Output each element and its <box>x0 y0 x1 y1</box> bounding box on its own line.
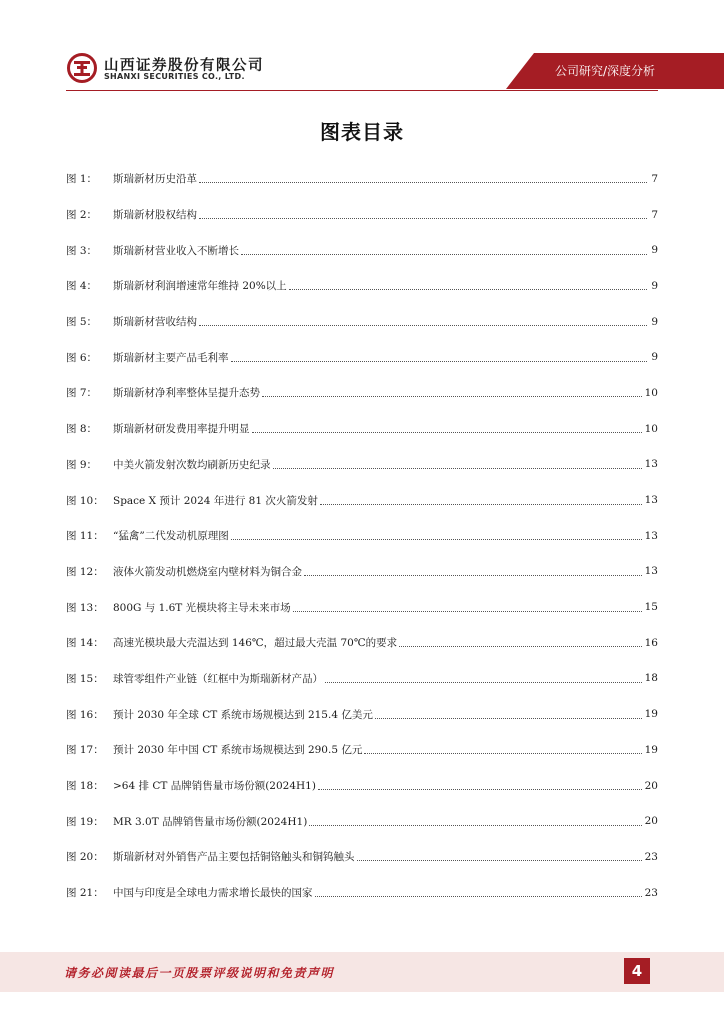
dot-leader <box>325 682 642 683</box>
figure-page-number: 13 <box>644 529 658 542</box>
figure-page-number: 20 <box>644 815 658 828</box>
dot-leader <box>357 860 642 861</box>
dot-leader <box>262 396 642 397</box>
dot-leader <box>304 575 642 576</box>
toc-entry[interactable] <box>66 482 658 518</box>
figure-page-number: 13 <box>644 565 658 578</box>
toc-entry[interactable] <box>66 589 658 625</box>
figure-number: 图 5： <box>66 316 98 329</box>
dot-leader <box>293 611 642 612</box>
figure-number: 图 10： <box>66 494 104 507</box>
figure-number: 图 2： <box>66 209 98 222</box>
figure-number: 图 8： <box>66 423 98 436</box>
dot-leader <box>199 218 647 219</box>
toc-entry[interactable] <box>66 518 658 554</box>
figure-caption: Space X 预计 2024 年进行 81 次火箭发射 <box>113 494 318 507</box>
dot-leader <box>318 789 642 790</box>
dot-leader <box>364 753 641 754</box>
dot-leader <box>273 468 642 469</box>
figure-page-number: 19 <box>644 743 658 756</box>
toc-entry[interactable] <box>66 768 658 804</box>
toc-entry[interactable] <box>66 554 658 590</box>
figure-caption: 斯瑞新材历史沿革 <box>113 173 197 186</box>
figure-caption: MR 3.0T 品牌销售量市场份额(2024H1) <box>113 815 308 828</box>
toc-entry[interactable] <box>66 411 658 447</box>
figure-page-number: 10 <box>644 386 658 399</box>
figure-page-number: 10 <box>644 422 658 435</box>
figure-caption: 中国与印度是全球电力需求增长最快的国家 <box>113 887 313 900</box>
page-number: 4 <box>624 958 650 984</box>
disclaimer-notice: 请务必阅读最后一页股票评级说明和免责声明 <box>64 966 335 980</box>
figure-caption: 斯瑞新材营业收入不断增长 <box>113 244 239 257</box>
figure-caption: 球管零组件产业链（红框中为斯瑞新材产品） <box>113 672 323 685</box>
figure-caption: 斯瑞新材营收结构 <box>113 316 197 329</box>
toc-entry[interactable] <box>66 661 658 697</box>
page-header <box>0 0 724 100</box>
dot-leader <box>241 254 647 255</box>
toc-entry[interactable] <box>66 304 658 340</box>
toc-entry[interactable] <box>66 197 658 233</box>
toc-entry[interactable] <box>66 161 658 197</box>
figure-number: 图 20： <box>66 851 104 864</box>
figure-number: 图 14： <box>66 637 104 650</box>
toc-entry[interactable] <box>66 839 658 875</box>
figure-number: 图 6： <box>66 351 98 364</box>
toc-entry[interactable] <box>66 625 658 661</box>
dot-leader <box>289 289 647 290</box>
toc-entry[interactable] <box>66 696 658 732</box>
figure-page-number: 7 <box>651 172 658 185</box>
figure-number: 图 21： <box>66 887 104 900</box>
figure-number: 图 3： <box>66 244 98 257</box>
dot-leader <box>199 325 647 326</box>
figure-caption: 800G 与 1.6T 光模块将主导未来市场 <box>113 601 291 614</box>
figure-caption: 斯瑞新材对外销售产品主要包括铜铬触头和铜钨触头 <box>113 851 355 864</box>
dot-leader <box>375 718 642 719</box>
page-title: 图表目录 <box>320 120 404 144</box>
toc-entry[interactable] <box>66 447 658 483</box>
figure-caption: 液体火箭发动机燃烧室内壁材料为铜合金 <box>113 565 302 578</box>
figure-number: 图 18： <box>66 780 104 793</box>
figure-number: 图 16： <box>66 708 104 721</box>
dot-leader <box>399 646 642 647</box>
figure-caption: “猛禽”二代发动机原理图 <box>113 530 229 543</box>
dot-leader <box>315 896 642 897</box>
figure-number: 图 4： <box>66 280 98 293</box>
figure-page-number: 16 <box>644 636 658 649</box>
figure-page-number: 23 <box>644 886 658 899</box>
figure-page-number: 9 <box>651 279 658 292</box>
toc-entry[interactable] <box>66 803 658 839</box>
dot-leader <box>309 825 641 826</box>
figure-caption: 预计 2030 年中国 CT 系统市场规模达到 290.5 亿元 <box>113 744 363 757</box>
figure-page-number: 9 <box>651 351 658 364</box>
report-type-label: 公司研究/深度分析 <box>555 64 656 78</box>
company-name-cn: 山西证券股份有限公司 <box>104 58 264 74</box>
figure-caption: 斯瑞新材主要产品毛利率 <box>113 351 229 364</box>
figure-caption: 斯瑞新材股权结构 <box>113 209 197 222</box>
figure-number: 图 13： <box>66 601 104 614</box>
figure-number: 图 1： <box>66 173 98 186</box>
figure-number: 图 17： <box>66 744 104 757</box>
figure-caption: 斯瑞新材净利率整体呈提升态势 <box>113 387 260 400</box>
figure-number: 图 19： <box>66 815 104 828</box>
toc-entry[interactable] <box>66 732 658 768</box>
toc-entry[interactable] <box>66 375 658 411</box>
company-name-en: SHANXI SECURITIES CO., LTD. <box>104 72 245 81</box>
figure-page-number: 15 <box>644 601 658 614</box>
figure-caption: 预计 2030 年全球 CT 系统市场规模达到 215.4 亿美元 <box>113 708 373 721</box>
figure-page-number: 18 <box>644 672 658 685</box>
shanxi-securities-logo-icon <box>67 53 97 83</box>
figure-caption: 中美火箭发射次数均刷新历史纪录 <box>113 458 271 471</box>
figure-page-number: 13 <box>644 458 658 471</box>
header-divider <box>66 90 658 91</box>
dot-leader <box>252 432 642 433</box>
figure-page-number: 19 <box>644 708 658 721</box>
figure-caption: 斯瑞新材研发费用率提升明显 <box>113 423 250 436</box>
toc-entry[interactable] <box>66 339 658 375</box>
dot-leader <box>199 182 647 183</box>
figure-caption: >64 排 CT 品牌销售量市场份额(2024H1) <box>113 780 316 793</box>
figure-number: 图 7： <box>66 387 98 400</box>
figure-page-number: 13 <box>644 494 658 507</box>
figure-page-number: 20 <box>644 779 658 792</box>
dot-leader <box>231 539 642 540</box>
figure-number: 图 15： <box>66 672 104 685</box>
figure-page-number: 23 <box>644 850 658 863</box>
figure-number: 图 12： <box>66 565 104 578</box>
figure-page-number: 7 <box>651 208 658 221</box>
figure-caption: 斯瑞新材利润增速常年维持 20%以上 <box>113 280 287 293</box>
figure-page-number: 9 <box>651 244 658 257</box>
dot-leader <box>231 361 648 362</box>
figure-caption: 高速光模块最大壳温达到 146℃，超过最大壳温 70℃的要求 <box>113 637 398 650</box>
figure-index-list <box>66 161 658 910</box>
toc-entry[interactable] <box>66 232 658 268</box>
figure-number: 图 9： <box>66 458 98 471</box>
figure-number: 图 11： <box>66 530 104 543</box>
toc-entry[interactable] <box>66 875 658 911</box>
dot-leader <box>320 504 642 505</box>
toc-entry[interactable] <box>66 268 658 304</box>
figure-page-number: 9 <box>651 315 658 328</box>
